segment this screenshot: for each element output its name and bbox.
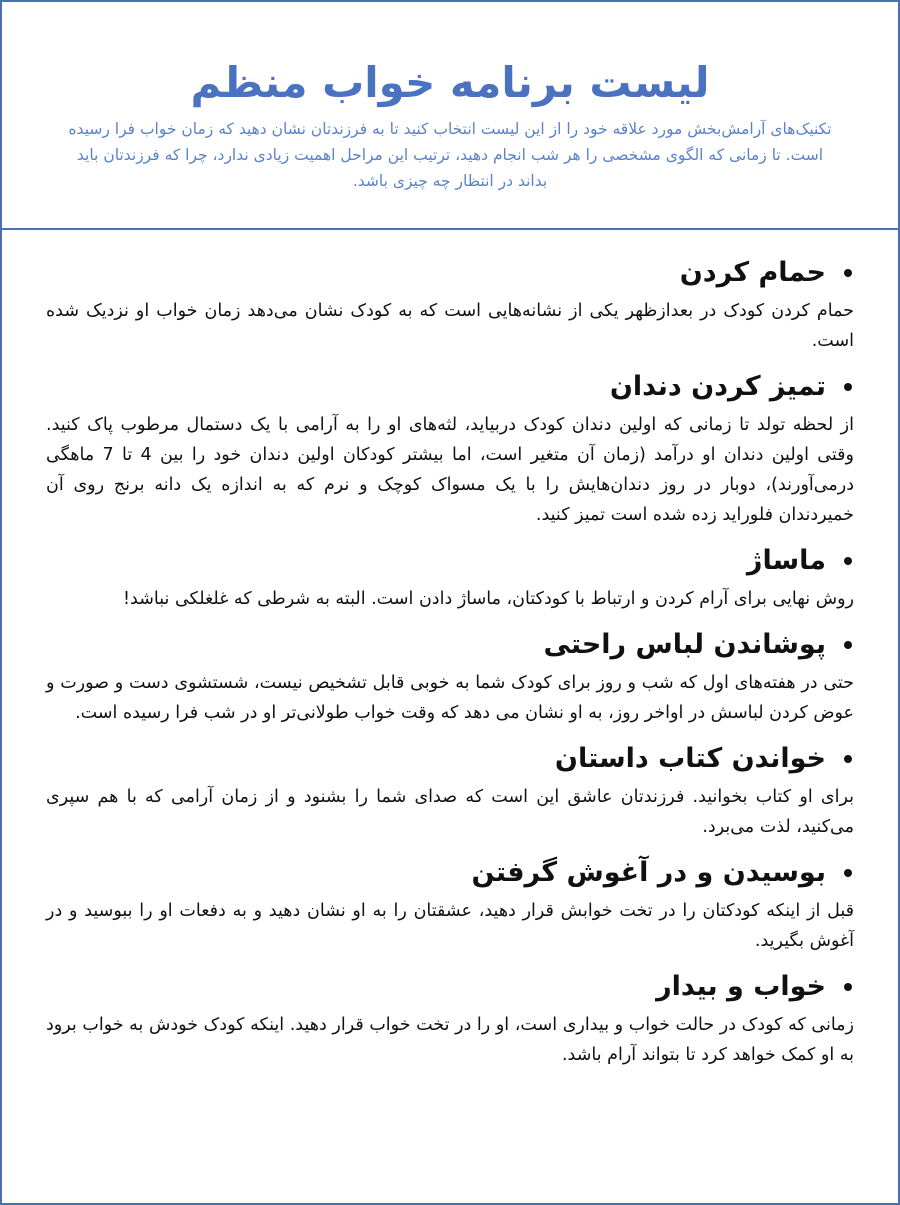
bullet-icon bbox=[844, 869, 852, 877]
bullet-icon bbox=[844, 983, 852, 991]
page-title: لیست برنامه خواب منظم bbox=[190, 58, 710, 107]
item-heading: ماساژ bbox=[746, 545, 826, 576]
item-heading: حمام کردن bbox=[679, 257, 826, 288]
item-body: حتی در هفته‌های اول که شب و روز برای کودک شما به خوبی قابل تشخیص نیست، شستشوی دست و صورت و عوض کردن لباسش در اواخر روز، به او نشان می دهد که وقت خواب طولانی‌تر او در شب فرا رسیده است. bbox=[46, 673, 854, 723]
list-item-pajamas bbox=[46, 624, 854, 728]
list-item-massage bbox=[46, 540, 854, 614]
item-body: قبل از اینکه کودکتان را در تخت خوابش قرار دهید، عشقتان را به او نشان دهید و به دفعات او را ببوسید و در آغوش بگیرید. bbox=[46, 901, 854, 951]
item-heading: خواب و بیدار bbox=[656, 971, 826, 1002]
item-heading: خواندن کتاب داستان bbox=[554, 743, 826, 774]
item-body: از لحظه تولد تا زمانی که اولین دندان کودک دربیاید، لثه‌های او را به آرامی با یک دستمال مرطوب پاک کنید. وقتی اولین دندان او درآمد (زمان آن متغیر است، اما بیشتر کودکان اولین دندان خود را بین 4 تا 7 ماهگی درمی‌آورند)، دوبار در روز دندان‌هایش را با یک مسواک کوچک و نرم که به اندازه یک دانه برنج روی آن خمیردندان فلوراید زده شده است تمیز کنید. bbox=[46, 415, 854, 525]
list-item-teeth bbox=[46, 366, 854, 530]
item-body: برای او کتاب بخوانید. فرزندتان عاشق این است که صدای شما را بشنود و از زمان آرامی که با هم سپری می‌کنید، لذت می‌برد. bbox=[46, 787, 854, 837]
list-item-hug bbox=[46, 852, 854, 956]
routine-list bbox=[2, 230, 898, 1070]
list-item-story bbox=[46, 738, 854, 842]
item-body: زمانی که کودک در حالت خواب و بیداری است، او را در تخت خواب قرار دهید. اینکه کودک خودش به خواب برود به او کمک خواهد کرد تا بتواند آرام باشد. bbox=[46, 1015, 854, 1065]
item-heading: پوشاندن لباس راحتی bbox=[543, 629, 826, 660]
header-section bbox=[2, 2, 898, 230]
item-heading: تمیز کردن دندان bbox=[609, 371, 826, 402]
item-heading: بوسیدن و در آغوش گرفتن bbox=[471, 857, 826, 888]
bullet-icon bbox=[844, 641, 852, 649]
item-body: روش نهایی برای آرام کردن و ارتباط با کودکتان، ماساژ دادن است. البته به شرطی که غلغلکی نباشد! bbox=[123, 589, 854, 609]
list-item-drowsy bbox=[46, 966, 854, 1070]
intro-paragraph: تکنیک‌های آرامش‌بخش مورد علاقه خود را از این لیست انتخاب کنید تا به فرزندتان نشان دهید که زمان خواب فرا رسیده است. تا زمانی که الگوی مشخصی را هر شب انجام دهید، ترتیب این مراحل اهمیت زیادی ندارد، چرا که فرزندتان باید بداند در انتظار چه چیزی باشد. bbox=[68, 120, 832, 191]
list-item-bath bbox=[46, 252, 854, 356]
bullet-icon bbox=[844, 269, 852, 277]
item-body: حمام کردن کودک در بعدازظهر یکی از نشانه‌هایی است که به کودک نشان می‌دهد زمان خواب او نزدیک شده است. bbox=[46, 301, 854, 351]
bullet-icon bbox=[844, 557, 852, 565]
bullet-icon bbox=[844, 383, 852, 391]
bullet-icon bbox=[844, 755, 852, 763]
